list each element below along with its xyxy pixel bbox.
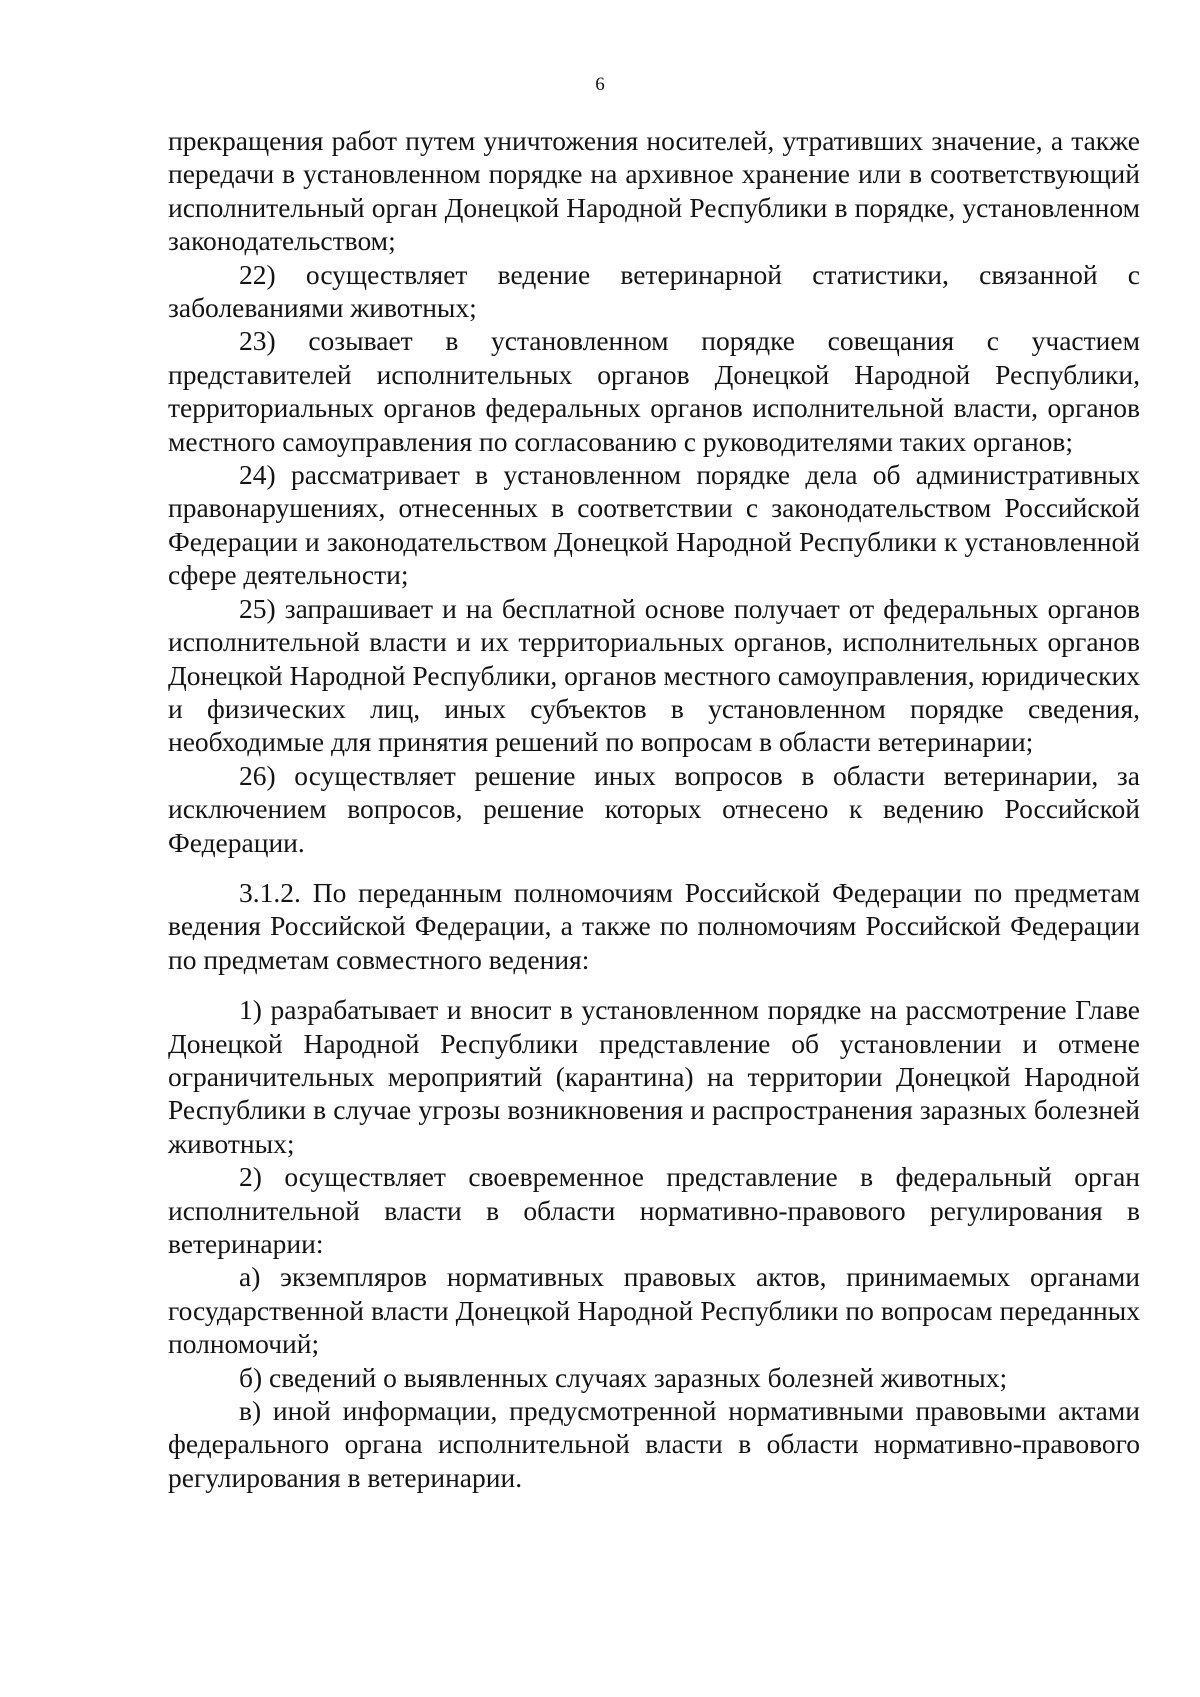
paragraph-item-22: 22) осуществляет ведение ветеринарной статистики, связанной с заболеваниями животных; (168, 258, 1140, 324)
paragraph-item-23: 23) созывает в установленном порядке совещания с участием представителей исполнительных органов Донецкой Народной Республики, территориальных органов федеральных органов исполнительной власти, органов местного самоуправления по согласованию с руководителями таких органов; (168, 325, 1140, 457)
paragraph-subitem-a: а) экземпляров нормативных правовых актов, принимаемых органами государственной власти Донецкой Народной Республики по вопросам переданных полномочий; (168, 1261, 1140, 1360)
paragraph-item-26: 26) осуществляет решение иных вопросов в области ветеринарии, за исключением вопросов, решение которых отнесено к ведению Российской Федерации. (168, 759, 1140, 858)
document-body (168, 124, 1140, 1494)
paragraph-item-24: 24) рассматривает в установленном порядке дела об административных правонарушениях, отнесенных в соответствии с законодательством Российской Федерации и законодательством Донецкой Народной Республики к установленной сфере деятельности; (168, 459, 1140, 591)
paragraph-continuation: прекращения работ путем уничтожения носителей, утративших значение, а также передачи в установленном порядке на архивное хранение или в соответствующий исполнительный орган Донецкой Народной Республики в порядке, установленном законодательством; (168, 125, 1140, 257)
page-number: 6 (595, 74, 605, 95)
paragraph-subitem-v: в) иной информации, предусмотренной нормативными правовыми актами федерального органа исполнительной власти в области нормативно-правового регулирования в ветеринарии. (168, 1395, 1140, 1493)
paragraph-section-3-1-2: 3.1.2. По переданным полномочиям Российской Федерации по предметам ведения Российской Федерации, а также по полномочиям Российской Федерации по предметам совместного ведения: (168, 876, 1140, 975)
paragraph-item-25: 25) запрашивает и на бесплатной основе получает от федеральных органов исполнительной власти и их территориальных органов, исполнительных органов Донецкой Народной Республики, органов местного самоуправления, юридических и физических лиц, иных субъектов в установленном порядке сведения, необходимые для принятия решений по вопросам в области ветеринарии; (168, 592, 1140, 758)
paragraph-subitem-b: б) сведений о выявленных случаях заразных болезней животных; (239, 1361, 1008, 1393)
paragraph-item-2: 2) осуществляет своевременное представление в федеральный орган исполнительной власти в области нормативно-правового регулирования в ветеринарии: (168, 1161, 1140, 1259)
paragraph-item-1: 1) разрабатывает и вносит в установленном порядке на рассмотрение Главе Донецкой Народной Республики представление об установлении и отмене ограничительных мероприятий (карантина) на территории Донецкой Народной Республики в случае угрозы возникновения и распространения заразных болезней животных; (168, 994, 1140, 1159)
